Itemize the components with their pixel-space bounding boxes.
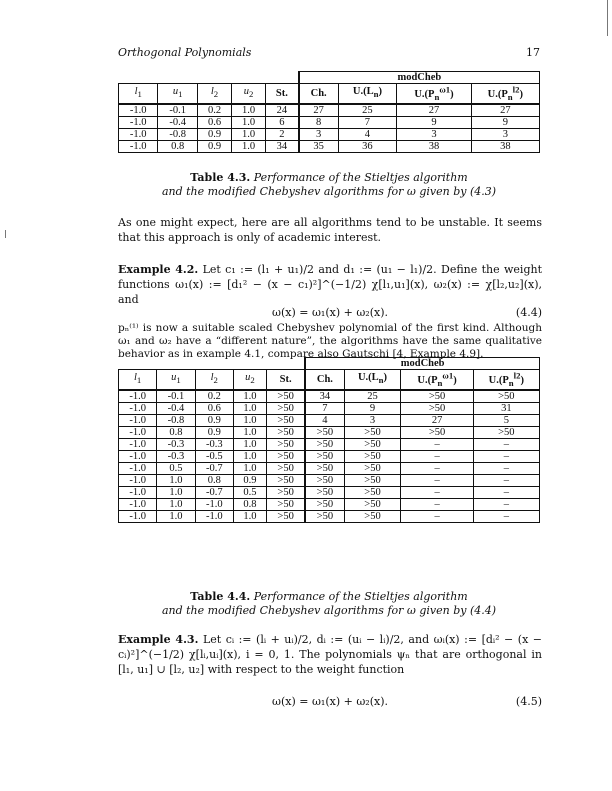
table-cell: -0.8 [157, 414, 195, 426]
page-number: 17 [526, 46, 540, 59]
col-header-u-pn-w1: $U.(P_n^{\omega 1})$ [397, 84, 471, 104]
table-row [119, 402, 540, 414]
table-cell: -0.8 [158, 128, 197, 140]
col-header-u-pn-l2: $U.(P_n^{l2})$ [473, 370, 539, 390]
table-cell: -0.1 [158, 104, 197, 117]
table-4-3-header-row [119, 84, 540, 104]
caption-line-1: Performance of the Stieltjes algorithm [253, 171, 468, 184]
table-cell: 27 [299, 104, 338, 117]
table-cell: 1.0 [157, 486, 195, 498]
table-cell: >50 [344, 498, 401, 510]
col-header-st: St. [266, 84, 299, 104]
col-header-u-pn-l2: $U.(P_n^{l2})$ [471, 84, 539, 104]
table-row [119, 498, 540, 510]
table-cell: 1.0 [232, 116, 266, 128]
table-cell: -1.0 [119, 414, 157, 426]
table-cell: >50 [305, 486, 344, 498]
table-cell: -1.0 [119, 116, 158, 128]
table-cell: -1.0 [119, 462, 157, 474]
caption-table-4-3 [118, 171, 540, 199]
table-row [119, 450, 540, 462]
caption-line-2: and the modified Chebyshev algorithms for ω given by (4.4) [161, 604, 497, 617]
table-row [119, 474, 540, 486]
table-cell: – [401, 486, 473, 498]
table-cell: -0.3 [157, 438, 195, 450]
paragraph-chebyshev: pₙ⁽¹⁾ is now a suitable scaled Chebyshev polynomial of the first kind. Although ω₁ and ω₂ have a “different nature”, the algorithms have the same qualitative behavior as in example 4.1, compare also Gautschi [4, Example 4.9]. [118, 322, 542, 360]
table-cell: -0.3 [195, 438, 233, 450]
table-cell: >50 [267, 486, 306, 498]
table-cell: -1.0 [119, 510, 157, 522]
scan-speck [5, 230, 6, 238]
table-cell: 3 [471, 128, 539, 140]
table-cell: 0.9 [233, 474, 266, 486]
table-row [119, 510, 540, 522]
col-header-ch: Ch. [299, 84, 338, 104]
table-cell: >50 [473, 390, 539, 403]
col-header-u-ln: $U.(L_n)$ [344, 370, 401, 390]
table-cell: >50 [344, 426, 401, 438]
table-4-3-body [119, 104, 540, 153]
table-row [119, 426, 540, 438]
col-header-u-pn-w1: $U.(P_n^{\omega 1})$ [401, 370, 473, 390]
table-row [119, 390, 540, 403]
col-header-ch: Ch. [305, 370, 344, 390]
table-cell: -0.7 [195, 462, 233, 474]
table-cell: 5 [473, 414, 539, 426]
table-cell: -1.0 [119, 474, 157, 486]
table-cell: 0.6 [195, 402, 233, 414]
equation-body: ω(x) = ω₁(x) + ω₂(x). [271, 306, 388, 319]
table-cell: -0.7 [195, 486, 233, 498]
table-cell: -1.0 [119, 426, 157, 438]
table-cell: – [401, 498, 473, 510]
table-cell: 1.0 [233, 450, 266, 462]
table-cell: -1.0 [119, 450, 157, 462]
table-cell: -1.0 [119, 486, 157, 498]
table-cell: -1.0 [119, 390, 157, 403]
caption-line-1: Performance of the Stieltjes algorithm [253, 590, 468, 603]
table-4-4-group-header: modCheb [305, 358, 539, 370]
table-cell: >50 [267, 438, 306, 450]
table-row [119, 462, 540, 474]
table-row [119, 438, 540, 450]
table-cell: 1.0 [157, 510, 195, 522]
table-row [119, 104, 540, 117]
table-row [119, 486, 540, 498]
table-cell: 1.0 [233, 414, 266, 426]
table-cell: 3 [299, 128, 338, 140]
table-cell: – [473, 462, 539, 474]
table-cell: >50 [267, 390, 306, 403]
table-cell: >50 [344, 462, 401, 474]
table-cell: – [401, 474, 473, 486]
col-header-u1: $u_1$ [158, 84, 197, 104]
table-cell: >50 [305, 510, 344, 522]
table-cell: >50 [305, 426, 344, 438]
equation-number: (4.4) [515, 306, 542, 319]
table-cell: 38 [397, 140, 471, 152]
table-cell: >50 [305, 498, 344, 510]
table-cell: 0.8 [195, 474, 233, 486]
table-cell: 4 [338, 128, 397, 140]
caption-table-4-4 [118, 590, 540, 618]
table-cell: >50 [344, 450, 401, 462]
table-cell: -1.0 [119, 104, 158, 117]
table-cell: 8 [299, 116, 338, 128]
table-cell: -1.0 [119, 128, 158, 140]
equation-body: ω(x) = ω₁(x) + ω₂(x). [271, 695, 388, 708]
table-cell: 31 [473, 402, 539, 414]
table-cell: -0.4 [157, 402, 195, 414]
table-cell: 1.0 [233, 462, 266, 474]
table-cell: 3 [344, 414, 401, 426]
table-cell: 0.5 [157, 462, 195, 474]
table-cell: >50 [305, 438, 344, 450]
example-label: Example 4.3. [118, 633, 199, 646]
table-cell: 1.0 [233, 438, 266, 450]
table-cell: 6 [266, 116, 299, 128]
table-cell: – [473, 438, 539, 450]
table-cell: 1.0 [233, 390, 266, 403]
table-cell: -1.0 [195, 510, 233, 522]
table-row [119, 140, 540, 152]
table-cell: 1.0 [233, 426, 266, 438]
table-cell: >50 [473, 426, 539, 438]
table-cell: >50 [267, 414, 306, 426]
table-cell: -0.4 [158, 116, 197, 128]
caption-label: Table 4.3. [190, 171, 251, 184]
table-cell: >50 [344, 474, 401, 486]
table-cell: 0.9 [195, 426, 233, 438]
table-cell: 0.8 [158, 140, 197, 152]
table-cell: 9 [344, 402, 401, 414]
table-cell: 36 [338, 140, 397, 152]
table-cell: >50 [267, 462, 306, 474]
table-cell: 9 [397, 116, 471, 128]
table-cell: >50 [267, 402, 306, 414]
table-cell: -1.0 [195, 498, 233, 510]
example-text: Let cᵢ := (lᵢ + uᵢ)/2, dᵢ := (uᵢ − lᵢ)/2, and ωᵢ(x) := [dᵢ² − (x − cᵢ)²]^(−1/2) χ[lᵢ,uᵢ](x), i = 0, 1. The polynomials ψₙ that are orthogonal in [l₁, u₁] ∪ [l₂, u₂] with respect to the weight function [118, 633, 543, 676]
table-4-4-body [119, 390, 540, 523]
table-cell: 2 [266, 128, 299, 140]
table-cell: – [473, 474, 539, 486]
table-cell: 0.2 [197, 104, 231, 117]
table-cell: 1.0 [233, 510, 266, 522]
example-label: Example 4.2. [118, 263, 199, 276]
table-cell: 4 [305, 414, 344, 426]
table-cell: – [473, 486, 539, 498]
table-cell: – [473, 450, 539, 462]
table-cell: >50 [401, 426, 473, 438]
table-cell: 24 [266, 104, 299, 117]
table-cell: 7 [305, 402, 344, 414]
table-cell: >50 [344, 486, 401, 498]
table-cell: 27 [471, 104, 539, 117]
table-cell: – [401, 462, 473, 474]
table-cell: >50 [344, 438, 401, 450]
running-head-title: Orthogonal Polynomials [118, 46, 252, 59]
table-4-3 [118, 71, 540, 153]
table-cell: 1.0 [232, 140, 266, 152]
table-cell: 1.0 [233, 402, 266, 414]
table-cell: 0.8 [233, 498, 266, 510]
table-cell: 1.0 [232, 104, 266, 117]
table-cell: >50 [305, 462, 344, 474]
table-cell: – [401, 450, 473, 462]
table-cell: >50 [267, 426, 306, 438]
table-cell: >50 [305, 474, 344, 486]
table-cell: 1.0 [157, 474, 195, 486]
table-cell: >50 [401, 390, 473, 403]
table-cell: 1.0 [232, 128, 266, 140]
example-text: Let c₁ := (l₁ + u₁)/2 and d₁ := (u₁ − l₁)/2. Define the weight functions ω₁(x) := [d₁² − (x − c₁)²]^(−1/2) χ[l₁,u₁](x), ω₂(x) := χ[l₂,u₂](x), and [118, 263, 542, 306]
table-cell: -0.5 [195, 450, 233, 462]
table-cell: 7 [338, 116, 397, 128]
example-4-3 [118, 632, 542, 677]
table-cell: 34 [305, 390, 344, 403]
table-cell: 0.2 [195, 390, 233, 403]
table-cell: 0.6 [197, 116, 231, 128]
col-header-u2: $u_2$ [233, 370, 266, 390]
table-cell: 34 [266, 140, 299, 152]
table-cell: 25 [344, 390, 401, 403]
table-cell: 0.9 [197, 140, 231, 152]
table-cell: 27 [401, 414, 473, 426]
col-header-l2: $l_2$ [197, 84, 231, 104]
table-row [119, 128, 540, 140]
caption-label: Table 4.4. [190, 590, 251, 603]
table-cell: 38 [471, 140, 539, 152]
table-cell: 3 [397, 128, 471, 140]
table-cell: >50 [267, 510, 306, 522]
table-cell: >50 [267, 498, 306, 510]
table-cell: – [473, 510, 539, 522]
paragraph-unstable: As one might expect, here are all algorithms tend to be unstable. It seems that this approach is only of academic interest. [118, 216, 542, 244]
table-cell: – [401, 438, 473, 450]
col-header-u1: $u_1$ [157, 370, 195, 390]
table-cell: >50 [401, 402, 473, 414]
scan-edge-mark [607, 0, 608, 36]
table-cell: -1.0 [119, 140, 158, 152]
table-cell: >50 [344, 510, 401, 522]
table-4-4-header-row [119, 370, 540, 390]
table-cell: -1.0 [119, 498, 157, 510]
table-cell: -1.0 [119, 438, 157, 450]
caption-line-2: and the modified Chebyshev algorithms for ω given by (4.3) [161, 185, 497, 198]
table-row [119, 116, 540, 128]
running-head [118, 46, 540, 59]
equation-number: (4.5) [515, 695, 542, 708]
table-cell: >50 [267, 474, 306, 486]
table-cell: -0.3 [157, 450, 195, 462]
table-cell: 9 [471, 116, 539, 128]
table-cell: 27 [397, 104, 471, 117]
example-4-2 [118, 262, 542, 307]
table-cell: 1.0 [157, 498, 195, 510]
table-row [119, 414, 540, 426]
table-4-3-group-header: modCheb [299, 72, 540, 84]
col-header-u-ln: $U.(L_n)$ [338, 84, 397, 104]
table-cell: >50 [305, 450, 344, 462]
col-header-l1: $l_1$ [119, 370, 157, 390]
col-header-l1: $l_1$ [119, 84, 158, 104]
table-cell: 0.5 [233, 486, 266, 498]
table-cell: 35 [299, 140, 338, 152]
col-header-l2: $l_2$ [195, 370, 233, 390]
table-cell: -0.1 [157, 390, 195, 403]
col-header-st: St. [267, 370, 306, 390]
table-cell: >50 [267, 450, 306, 462]
table-cell: – [401, 510, 473, 522]
table-cell: 0.8 [157, 426, 195, 438]
col-header-u2: $u_2$ [232, 84, 266, 104]
table-cell: – [473, 498, 539, 510]
table-cell: 0.9 [197, 128, 231, 140]
table-4-4 [118, 357, 540, 523]
table-cell: 25 [338, 104, 397, 117]
table-cell: -1.0 [119, 402, 157, 414]
table-cell: 0.9 [195, 414, 233, 426]
